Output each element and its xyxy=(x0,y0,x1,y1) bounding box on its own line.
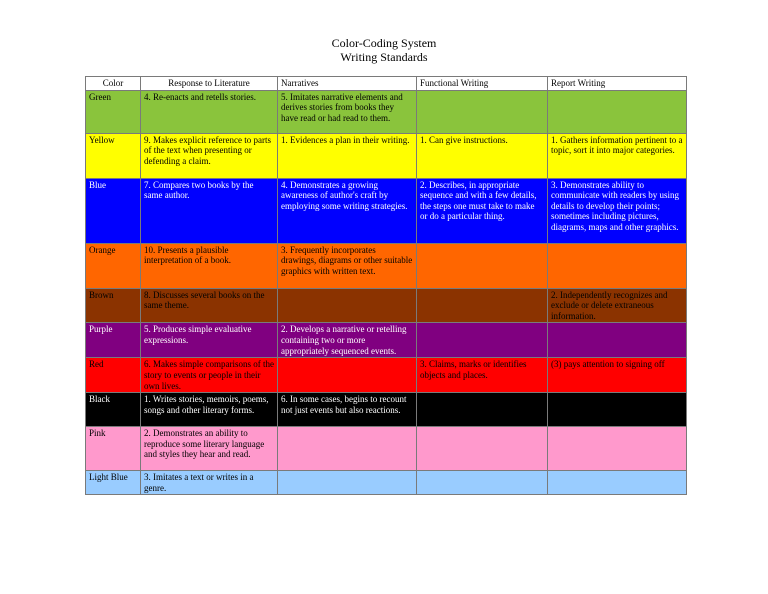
header-row xyxy=(86,77,687,91)
table-cell: 4. Demonstrates a growing awareness of author's craft by employing some writing strategies. xyxy=(278,178,417,243)
table-cell xyxy=(417,393,548,427)
color-label: Orange xyxy=(86,243,141,288)
table-cell xyxy=(548,90,687,133)
table-cell xyxy=(548,393,687,427)
table-cell: 2. Describes, in appropriate sequence and with a few details, the steps one must take to make or do a particular thing. xyxy=(417,178,548,243)
table-cell xyxy=(278,471,417,495)
standards-table xyxy=(85,76,687,495)
table-cell: (3) pays attention to signing off xyxy=(548,358,687,393)
color-label: Light Blue xyxy=(86,471,141,495)
color-label: Red xyxy=(86,358,141,393)
table-row xyxy=(86,471,687,495)
color-label: Yellow xyxy=(86,133,141,178)
table-cell: 3. Imitates a text or writes in a genre. xyxy=(141,471,278,495)
table-row xyxy=(86,133,687,178)
table-row xyxy=(86,427,687,471)
table-cell xyxy=(548,323,687,358)
table-row xyxy=(86,90,687,133)
page-title: Color-Coding System xyxy=(331,36,437,50)
table-cell xyxy=(417,427,548,471)
table-body xyxy=(86,90,687,495)
table-cell xyxy=(417,471,548,495)
title-block xyxy=(0,36,768,64)
color-label: Black xyxy=(86,393,141,427)
table-cell: 7. Compares two books by the same author. xyxy=(141,178,278,243)
table-row xyxy=(86,288,687,323)
table-cell: 3. Frequently incorporates drawings, diagrams or other suitable graphics with written text. xyxy=(278,243,417,288)
table-row xyxy=(86,358,687,393)
table-row xyxy=(86,178,687,243)
table-cell xyxy=(278,427,417,471)
table-cell: 8. Discusses several books on the same theme. xyxy=(141,288,278,323)
table-cell: 3. Claims, marks or identifies objects and places. xyxy=(417,358,548,393)
table-cell xyxy=(417,288,548,323)
table-cell: 2. Demonstrates an ability to reproduce some literary language and styles they hear and read. xyxy=(141,427,278,471)
header-color: Color xyxy=(86,77,141,91)
table-cell xyxy=(417,243,548,288)
table-cell xyxy=(548,471,687,495)
table-cell xyxy=(417,323,548,358)
table-cell: 9. Makes explicit reference to parts of the text when presenting or defending a claim. xyxy=(141,133,278,178)
header-response-to-literature: Response to Literature xyxy=(141,77,278,91)
table-cell: 4. Re-enacts and retells stories. xyxy=(141,90,278,133)
color-label: Purple xyxy=(86,323,141,358)
color-label: Brown xyxy=(86,288,141,323)
color-label: Blue xyxy=(86,178,141,243)
table-cell: 1. Evidences a plan in their writing. xyxy=(278,133,417,178)
table-cell: 6. Makes simple comparisons of the story to events or people in their own lives. xyxy=(141,358,278,393)
page-subtitle: Writing Standards xyxy=(340,50,428,64)
table-row xyxy=(86,243,687,288)
table-cell: 10. Presents a plausible interpretation of a book. xyxy=(141,243,278,288)
color-label: Green xyxy=(86,90,141,133)
table-cell: 5. Produces simple evaluative expressions. xyxy=(141,323,278,358)
table-cell: 1. Gathers information pertinent to a topic, sort it into major categories. xyxy=(548,133,687,178)
table-cell xyxy=(417,90,548,133)
color-label: Pink xyxy=(86,427,141,471)
table-cell: 5. Imitates narrative elements and derives stories from books they have read or had read to them. xyxy=(278,90,417,133)
table-cell: 2. Independently recognizes and exclude or delete extraneous information. xyxy=(548,288,687,323)
table-cell: 1. Can give instructions. xyxy=(417,133,548,178)
table-cell: 6. In some cases, begins to recount not just events but also reactions. xyxy=(278,393,417,427)
table-cell: 1. Writes stories, memoirs, poems, songs and other literary forms. xyxy=(141,393,278,427)
table-cell xyxy=(548,427,687,471)
table-cell: 3. Demonstrates ability to communicate with readers by using details to develop their points; sometimes including pictures, diagrams, maps and other graphics. xyxy=(548,178,687,243)
header-functional-writing: Functional Writing xyxy=(417,77,548,91)
table-cell xyxy=(278,288,417,323)
header-report-writing: Report Writing xyxy=(548,77,687,91)
table-cell: 2. Develops a narrative or retelling containing two or more appropriately sequenced events. xyxy=(278,323,417,358)
table-row xyxy=(86,393,687,427)
table-cell xyxy=(278,358,417,393)
header-narratives: Narratives xyxy=(278,77,417,91)
table-cell xyxy=(548,243,687,288)
table-row xyxy=(86,323,687,358)
